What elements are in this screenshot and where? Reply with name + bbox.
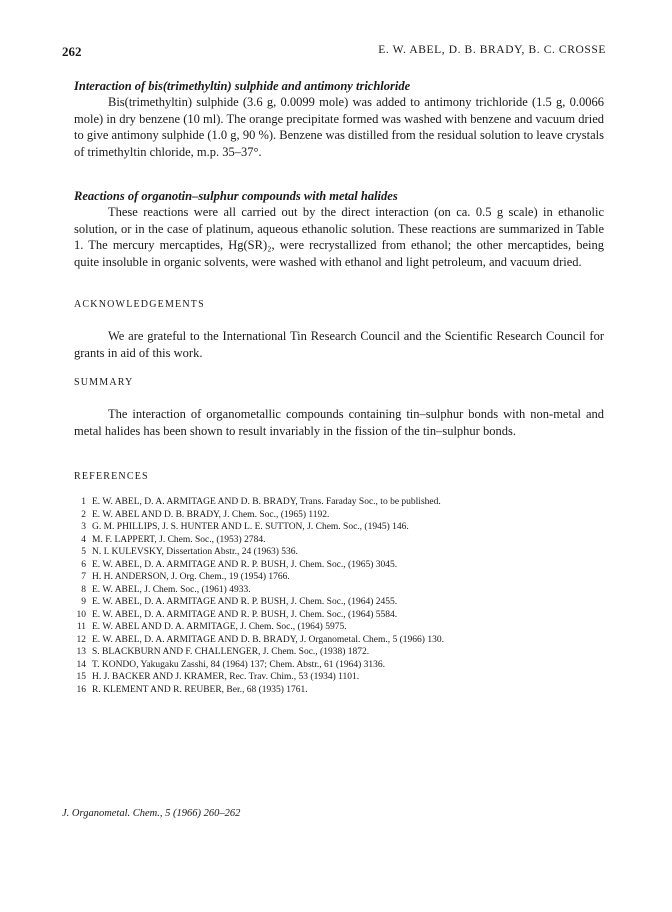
reference-number: 15 [76, 672, 86, 682]
reference-item [74, 634, 604, 647]
references-section [74, 470, 604, 696]
reference-item [74, 596, 604, 609]
references-heading: REFERENCES [74, 471, 149, 482]
reference-item [74, 584, 604, 597]
reference-number: 9 [81, 597, 86, 607]
section-paragraph: These reactions were all carried out by the direct interaction (on ca. 0.5 g scale) in ethanolic solution, or in the case of platinum, aqueous ethanolic solution. These reactions are summarized in Table 1. The mercury mercaptides, Hg(SR)₂, were recrystallized from ethanol; the other mercaptides, being quite insoluble in organic solvents, were washed with ethanol and light petroleum, and vacuum dried. [74, 205, 604, 269]
reference-number: 2 [81, 509, 86, 520]
reference-text: E. W. ABEL, D. A. ARMITAGE AND D. B. BRADY, J. Organometal. Chem., 5 (1966) 130. [92, 634, 444, 645]
reference-item [74, 534, 604, 547]
page-number: 262 [62, 44, 82, 59]
reference-text: E. W. ABEL, D. A. ARMITAGE AND D. B. BRADY, Trans. Faraday Soc., to be published. [92, 497, 441, 507]
section-metal-halide-reactions [74, 188, 604, 270]
reference-number: 10 [76, 609, 86, 620]
reference-number: 7 [81, 572, 86, 582]
reference-number: 12 [76, 634, 86, 645]
running-head-authors: E. W. ABEL, D. B. BRADY, B. C. CROSSE [378, 44, 606, 56]
reference-text: N. I. KULEVSKY, Dissertation Abstr., 24 (1963) 536. [92, 547, 298, 557]
reference-number: 3 [81, 522, 86, 532]
summary-heading: SUMMARY [74, 377, 134, 388]
page-header [62, 44, 606, 62]
reference-number: 14 [76, 659, 86, 670]
reference-number: 5 [81, 547, 86, 557]
reference-text: T. KONDO, Yakugaku Zasshi, 84 (1964) 137; Chem. Abstr., 61 (1964) 3136. [92, 659, 385, 670]
reference-number: 13 [76, 647, 86, 657]
reference-text: H. H. ANDERSON, J. Org. Chem., 19 (1954) 1766. [92, 572, 290, 582]
acknowledgements-heading: ACKNOWLEDGEMENTS [74, 299, 205, 310]
acknowledgements-text: We are grateful to the International Tin Research Council and the Scientific Research Council for grants in aid of this work. [74, 329, 604, 360]
reference-text: S. BLACKBURN AND F. CHALLENGER, J. Chem. Soc., (1938) 1872. [92, 647, 370, 657]
reference-text: G. M. PHILLIPS, J. S. HUNTER AND L. E. SUTTON, J. Chem. Soc., (1945) 146. [92, 522, 409, 532]
summary-section [74, 376, 604, 439]
reference-text: E. W. ABEL, D. A. ARMITAGE AND R. P. BUSH, J. Chem. Soc., (1964) 5584. [92, 609, 398, 620]
section-heading: Interaction of bis(trimethyltin) sulphide and antimony trichloride [74, 79, 411, 93]
section-sbcl3-interaction [74, 78, 604, 160]
summary-text: The interaction of organometallic compounds containing tin–sulphur bonds with non-metal and metal halides has been shown to result invariably in the fission of the tin–sulphur bonds. [74, 407, 604, 438]
references-list [74, 496, 604, 696]
reference-number: 1 [81, 497, 86, 507]
reference-item [74, 496, 604, 509]
journal-citation-footer: J. Organometal. Chem., 5 (1966) 260–262 [62, 808, 241, 819]
reference-item [74, 621, 604, 634]
reference-text: E. W. ABEL, J. Chem. Soc., (1961) 4933. [92, 584, 251, 595]
reference-item [74, 671, 604, 684]
reference-item [74, 509, 604, 522]
reference-number: 16 [76, 684, 86, 695]
reference-text: M. F. LAPPERT, J. Chem. Soc., (1953) 2784. [92, 534, 266, 545]
reference-item [74, 684, 604, 697]
section-heading: Reactions of organotin–sulphur compounds with metal halides [74, 189, 398, 203]
reference-text: E. W. ABEL, D. A. ARMITAGE AND R. P. BUSH, J. Chem. Soc., (1965) 3045. [92, 559, 398, 570]
section-paragraph: Bis(trimethyltin) sulphide (3.6 g, 0.0099 mole) was added to antimony trichloride (1.5 g, 0.0066 mole) in dry benzene (10 ml). The orange precipitate formed was washed with benzene and vacuum dried to give antimony sulphide (1.0 g, 90 %). Benzene was distilled from the residual solution to leave crystals of trimethyltin chloride, m.p. 35–37°. [74, 95, 604, 159]
reference-item [74, 546, 604, 559]
reference-item [74, 521, 604, 534]
reference-text: E. W. ABEL AND D. B. BRADY, J. Chem. Soc., (1965) 1192. [92, 509, 330, 520]
reference-text: E. W. ABEL, D. A. ARMITAGE AND R. P. BUSH, J. Chem. Soc., (1964) 2455. [92, 597, 398, 607]
reference-number: 11 [76, 622, 86, 632]
reference-text: H. J. BACKER AND J. KRAMER, Rec. Trav. Chim., 53 (1934) 1101. [92, 672, 360, 682]
reference-text: R. KLEMENT AND R. REUBER, Ber., 68 (1935) 1761. [92, 684, 308, 695]
reference-item [74, 659, 604, 672]
reference-item [74, 571, 604, 584]
reference-number: 4 [81, 534, 86, 545]
reference-text: E. W. ABEL AND D. A. ARMITAGE, J. Chem. Soc., (1964) 5975. [92, 622, 347, 632]
reference-item [74, 646, 604, 659]
acknowledgements-section [74, 298, 604, 361]
reference-item [74, 609, 604, 622]
reference-item [74, 559, 604, 572]
reference-number: 6 [81, 559, 86, 570]
reference-number: 8 [81, 584, 86, 595]
